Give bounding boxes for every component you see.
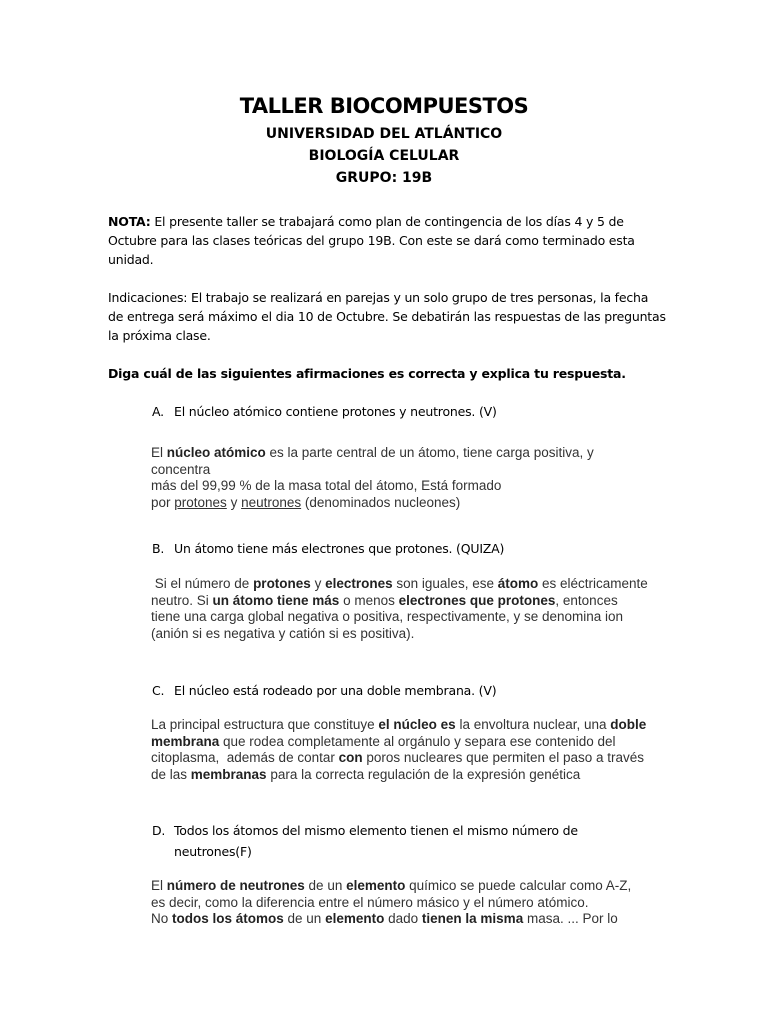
indicaciones-line-1: Indicaciones: El trabajo se realizará en parejas y un solo grupo de tres personas, la fecha: [108, 290, 649, 305]
question-letter: D.: [152, 823, 166, 838]
answer-line: La principal estructura que constituye el núcleo es la envoltura nuclear, una doble: [151, 717, 647, 732]
answer-line: neutro. Si un átomo tiene más o menos electrones que protones, entonces: [151, 592, 618, 608]
question-a: [152, 401, 652, 422]
nota-label: NOTA:: [108, 214, 151, 229]
answer-line: (anión si es negativa y catión si es positiva).: [151, 625, 415, 641]
question-text-line-2: neutrones(F): [174, 844, 252, 859]
nota-paragraph: [108, 212, 668, 269]
answer-line: Si el número de protones y electrones son iguales, ese átomo es eléctricamente: [151, 576, 648, 591]
answer-line: El núcleo atómico es la parte central de un átomo, tiene carga positiva, y concentra: [151, 445, 594, 477]
answer-b: [151, 576, 651, 642]
answer-d: [151, 878, 651, 928]
answer-c: [151, 717, 651, 783]
question-letter: B.: [152, 541, 165, 556]
subject-name: BIOLOGÍA CELULAR: [308, 148, 460, 164]
indicaciones-paragraph: [108, 288, 668, 345]
instruction-text: Diga cuál de las siguientes afirmaciones es correcta y explica tu respuesta.: [108, 366, 626, 381]
question-text-line-1: Todos los átomos del mismo elemento tienen el mismo número de: [174, 823, 578, 838]
answer-line: El número de neutrones de un elemento químico se puede calcular como A-Z,: [151, 878, 632, 893]
answer-a: [151, 445, 651, 511]
nota-line-1: NOTA: El presente taller se trabajará como plan de contingencia de los días 4 y 5 de: [108, 214, 624, 229]
question-c: [152, 680, 652, 701]
answer-line: por protones y neutrones (denominados nucleones): [151, 494, 461, 510]
answer-line: citoplasma, además de contar con poros nucleares que permiten el paso a través: [151, 750, 645, 765]
answer-line: de las membranas para la correcta regulación de la expresión genética: [151, 766, 581, 782]
question-letter: C.: [152, 683, 165, 698]
nota-line-3: unidad.: [108, 252, 154, 267]
question-letter: A.: [152, 404, 164, 419]
answer-line: No todos los átomos de un elemento dado tienen la misma masa. ... Por lo: [151, 911, 618, 926]
link-neutrones[interactable]: neutrones: [241, 494, 302, 510]
university-name: UNIVERSIDAD DEL ATLÁNTICO: [265, 126, 503, 142]
group-name: GRUPO: 19B: [335, 170, 433, 186]
indicaciones-line-3: la próxima clase.: [108, 328, 211, 343]
answer-line: membrana que rodea completamente al orgánulo y separa ese contenido del: [151, 733, 616, 749]
answer-line: tiene una carga global negativa o positiva, respectivamente, y se denomina ion: [151, 609, 624, 624]
answer-line: más del 99,99 % de la masa total del átomo, Está formado: [151, 478, 502, 493]
question-text: El núcleo está rodeado por una doble membrana. (V): [174, 683, 497, 698]
question-text: El núcleo atómico contiene protones y neutrones. (V): [174, 404, 497, 419]
link-protones[interactable]: protones: [174, 494, 227, 510]
indicaciones-line-2: de entrega será máximo el dia 10 de Octubre. Se debatirán las respuestas de las preguntas: [108, 309, 666, 324]
question-text: Un átomo tiene más electrones que protones. (QUIZA): [174, 541, 505, 556]
document-title: TALLER BIOCOMPUESTOS: [239, 94, 529, 118]
nota-line-2: Octubre para las clases teóricas del grupo 19B. Con este se dará como terminado esta: [108, 233, 635, 248]
question-d: [152, 820, 652, 862]
question-b: [152, 538, 652, 559]
answer-line: es decir, como la diferencia entre el número másico y el número atómico.: [151, 894, 589, 910]
